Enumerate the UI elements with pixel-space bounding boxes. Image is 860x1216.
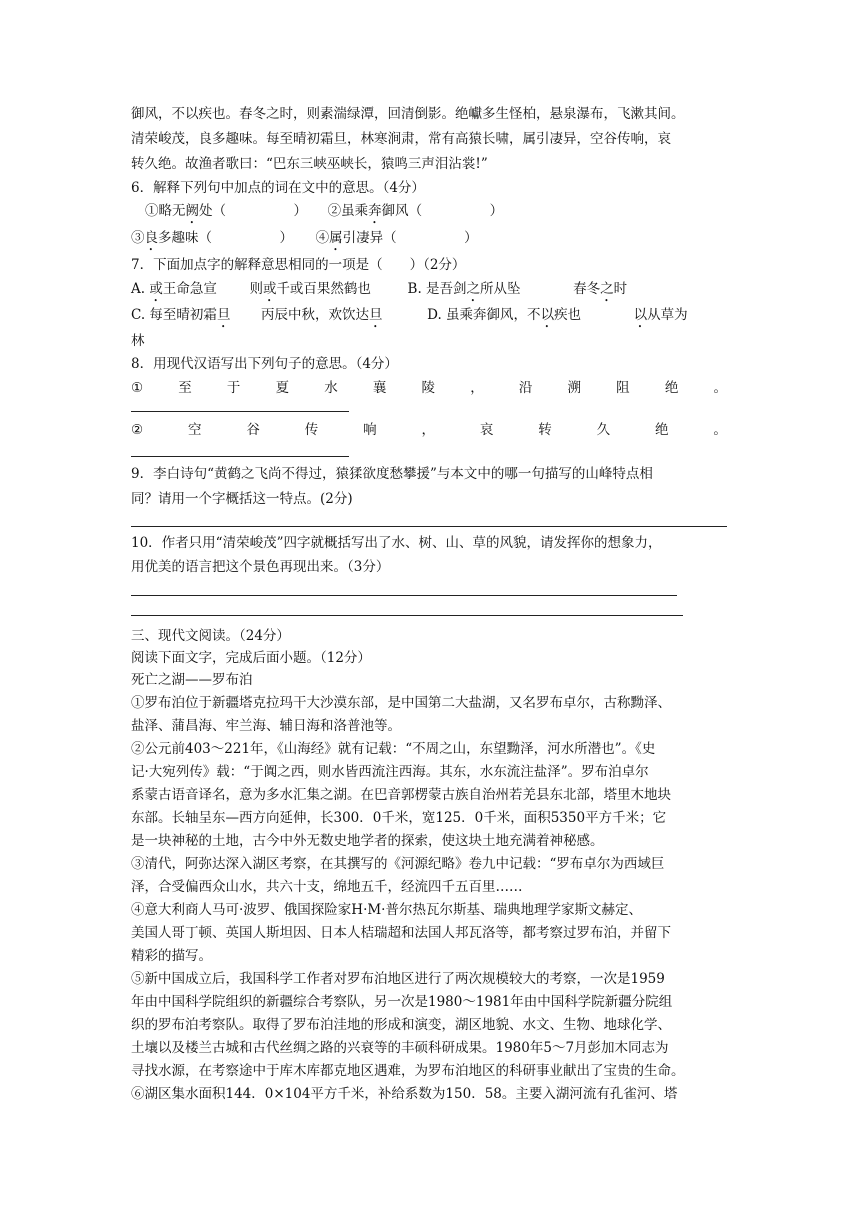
paragraph-2: 系蒙古语音译名，意为多水汇集之湖。在巴音郭楞蒙古族自治州若羌县东北部，塔里木地块 [131,787,671,803]
dotted-char: 以 [633,307,648,323]
q7-row-cd: C. 每至晴初霜旦 丙辰中秋，欢饮达旦 D. 虽乘奔御风，不以疾也 以从草为 [131,307,688,323]
q10-line-2: 用优美的语言把这个景色再现出来。（3分） [131,559,390,575]
paragraph-3: ③清代，阿弥达深入湖区考察，在其撰写的《河源纪略》卷九中记载：“罗布卓尔为西域巨 [131,856,665,872]
q6-row-1: ①略无阙处（ ） ②虽乘奔御风（ ） [145,203,504,219]
paragraph-5: 寻找水源，在考察途中于库木库都克地区遇难，为罗布泊地区的科研事业献出了宝贵的生命。 [131,1063,685,1079]
q8-sentence-1: ① 至 于 夏 水 襄 陵 ， 沿 溯 阻 绝 。 [131,380,727,396]
q6-stem: 6．解释下列句中加点的词在文中的意思。（4分） [131,180,425,196]
dotted-char: 之 [600,281,614,297]
answer-line [131,411,349,412]
answer-line [131,595,677,596]
passage-line-3: 转久绝。故渔者歌曰：“巴东三峡巫峡长，猿鸣三声泪沾裳!” [131,156,488,172]
paragraph-4: 精彩的描写。 [131,948,212,964]
dotted-char: 旦 [216,307,231,323]
passage-line-2: 清荣峻茂，良多趣味。每至晴初霜旦，林寒涧肃，常有高猿长啸，属引凄异，空谷传响，哀 [131,131,671,147]
answer-line [131,526,727,527]
answer-line [131,456,349,457]
section3-heading: 三、现代文阅读。（24分） [131,628,290,644]
paragraph-1: ①罗布泊位于新疆塔克拉玛干大沙漠东部，是中国第二大盐湖，又名罗布卓尔，古称黝泽、 [131,695,671,711]
paragraph-6: ⑥湖区集水面积144．0×104平方千米，补给系数为150．58。主要入湖河流有孔雀河、塔 [131,1086,678,1102]
dotted-char: 属 [329,230,343,246]
dotted-char: 良 [144,230,158,246]
q7-stem: 7．下面加点字的解释意思相同的一项是（ ）（2分） [131,257,466,273]
dotted-char: 以 [540,307,555,323]
paragraph-5: 织的罗布泊考察队。取得了罗布泊洼地的形成和演变，湖区地貌、水文、生物、地球化学、 [131,1017,671,1033]
section3-instructions: 阅读下面文字，完成后面小题。（12分） [131,650,371,666]
q9-line-1: 9．李白诗句“黄鹤之飞尚不得过，猿猱欲度愁攀援”与本文中的哪一句描写的山峰特点相 [131,466,653,482]
paragraph-5: ⑤新中国成立后，我国科学工作者对罗布泊地区进行了两次规模较大的考察，一次是1959 [131,971,665,987]
paragraph-3: 泽，合受偏西众山水，共六十支，绵地五千，经流四千五百里…… [131,879,523,895]
answer-line [131,615,683,616]
q8-sentence-2: ② 空 谷 传 响 ， 哀 转 久 绝 。 [131,422,727,438]
paragraph-4: 美国人哥丁顿、英国人斯坦因、日本人桔瑞超和法国人邦瓦洛等，都考察过罗布泊，并留下 [131,925,671,941]
dotted-char: 阙 [185,203,199,219]
dotted-char: 旦 [369,307,383,323]
paragraph-4: ④意大利商人马可·波罗、俄国探险家H·M·普尔热瓦尔斯基、瑞典地理学家斯文赫定、 [131,902,642,918]
paragraph-2: 记·大宛列传》载：“于阗之西，则水皆西流注西海。其东，水东流注盐泽”。罗布泊卓尔 [131,764,649,780]
passage-line-1: 御风，不以疾也。春冬之时，则素湍绿潭，回清倒影。绝巘多生怪柏，悬泉瀑布，飞漱其间。 [131,106,685,122]
dotted-char: 之 [466,281,481,297]
paragraph-2: 东部。长轴呈东—西方向延伸，长300．0千米，宽125．0千米，面积5350平方千米；它 [131,810,667,826]
article-title: 死亡之湖——罗布泊 [131,672,253,688]
q7-row-ab: A. 或王命急宣 则或千或百果然鹤也 B. 是吾剑之所从坠 春冬之时 [131,281,628,297]
q8-stem: 8．用现代汉语写出下列句子的意思。（4分） [131,356,398,372]
q10-line-1: 10．作者只用“清荣峻茂”四字就概括写出了水、树、山、草的风貌，请发挥你的想象力， [131,535,662,551]
dotted-char: 奔 [368,203,382,219]
paragraph-5: 土壤以及楼兰古城和古代丝绸之路的兴衰等的丰硕科研成果。1980年5～7月彭加木同志为 [131,1040,669,1056]
q7-row-d-cont: 林 [131,333,145,349]
paragraph-2: ②公元前403～221年，《山海经》就有记载：“不周之山，东望黝泽，河水所潜也”。《史 [131,741,656,757]
q9-line-2: 同？请用一个字概括这一特点。(2分) [131,491,353,507]
paragraph-5: 年由中国科学院组织的新疆综合考察队，另一次是1980～1981年由中国科学院新疆分院组 [131,994,673,1010]
dotted-char: 或 [262,281,277,297]
paragraph-1: 盐泽、蒲昌海、牢兰海、辅日海和洛普池等。 [131,718,401,734]
paragraph-2: 是一块神秘的土地，古今中外无数史地学者的探索，使这块土地充满着神秘感。 [131,833,604,849]
q6-row-2: ③良多趣味（ ） ④属引凄异（ ） [131,230,478,246]
dotted-char: 或 [149,281,163,297]
